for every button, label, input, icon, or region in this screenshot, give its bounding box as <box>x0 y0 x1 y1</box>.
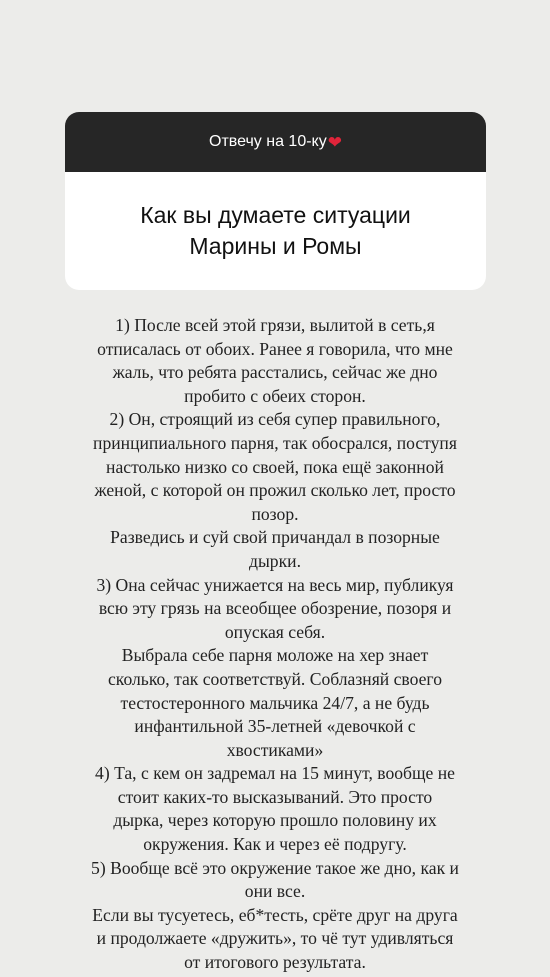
answer-line: сколько, так соответствуй. Соблазняй своего <box>107 668 443 689</box>
answer-line: опуская себя. <box>224 621 326 642</box>
answer-line: всю эту грязь на всеобщее обозрение, позоря и <box>98 598 452 619</box>
question-line-2: Марины и Ромы <box>189 233 362 259</box>
answer-line: Разведись и суй свой причандал в позорные <box>110 527 440 548</box>
answer-line: 5) Вообще всё это окружение такое же дно, как и <box>91 857 459 878</box>
answer-line: 1) После всей этой грязи, вылитой в сеть,я <box>115 315 435 335</box>
question-line-1: Как вы думаете ситуации <box>140 202 411 228</box>
question-text <box>65 172 486 290</box>
answer-line: инфантильной 35-летней «девочкой с <box>134 716 416 737</box>
answer-line: тестостеронного мальчика 24/7, а не будь <box>120 692 430 713</box>
answer-line: жаль, что ребята расстались, сейчас же дно <box>112 362 438 383</box>
question-header <box>65 112 486 172</box>
answer-line: Выбрала себе парня моложе на хер знает <box>121 645 429 666</box>
answer-line: хвостиками» <box>226 739 324 760</box>
answer-line: и продолжаете «дружить», то чё тут удивляться <box>96 928 454 949</box>
answer-line: 3) Она сейчас унижается на весь мир, публикуя <box>96 574 454 595</box>
answer-line: отписалась от обоих. Ранее я говорила, что мне <box>97 338 453 359</box>
answer-line: женой, с которой он прожил сколько лет, просто <box>94 480 456 501</box>
answer-text <box>30 314 520 975</box>
heart-icon: ❤ <box>327 132 342 152</box>
answer-line: 4) Та, с кем он задремал на 15 минут, вообще не <box>95 763 455 784</box>
answer-line: дырки. <box>249 550 301 571</box>
question-header-text: Отвечу на 10-ку <box>209 133 327 150</box>
answer-line: настолько низко со своей, пока ещё законной <box>106 456 444 477</box>
question-sticker[interactable] <box>65 112 486 290</box>
answer-line: от итогового результата. <box>184 952 366 973</box>
answer-line: пробито с обеих сторон. <box>184 385 366 406</box>
answer-line: позор. <box>251 503 299 524</box>
answer-line: стоит каких-то высказываний. Это просто <box>117 786 433 807</box>
answer-line: окружения. Как и через её подругу. <box>143 834 407 855</box>
answer-line: они все. <box>244 881 306 902</box>
answer-line: 2) Он, строящий из себя супер правильного, <box>109 409 441 430</box>
answer-line: Если вы тусуетесь, еб*тесть, срёте друг на друга <box>92 904 458 925</box>
answer-line: принципиального парня, так обосрался, поступя <box>93 432 457 453</box>
answer-line: дырка, через которую прошло половину их <box>113 810 437 831</box>
